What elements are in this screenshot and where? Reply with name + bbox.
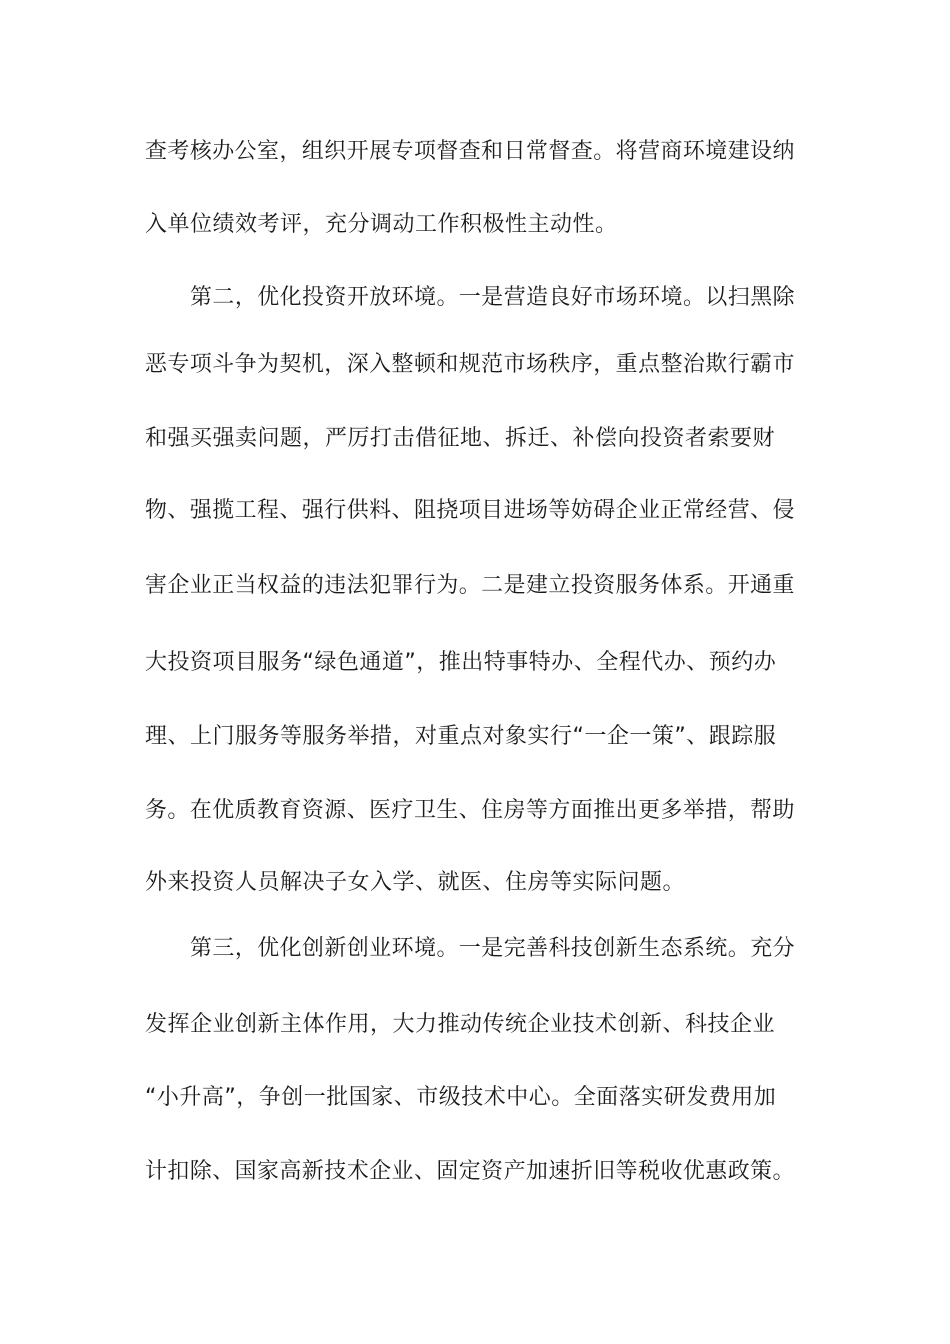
text-line (0, 283, 950, 313)
text-line (0, 571, 950, 601)
text-line (0, 722, 950, 752)
line-text: 大投资项目服务“绿色通道”，推出特事特办、全程代办、预约办 (145, 650, 777, 675)
line-text: 害企业正当权益的违法犯罪行为。二是建立投资服务体系。开通重 (145, 573, 795, 598)
line-text: 务。在优质教育资源、医疗卫生、住房等方面推出更多举措，帮助 (145, 798, 795, 823)
text-line (0, 1010, 950, 1040)
line-text: 第二，优化投资开放环境。一是营造良好市场环境。以扫黑除 (190, 285, 796, 310)
line-text: 理、上门服务等服务举措，对重点对象实行“一企一策”、跟踪服 (145, 724, 777, 749)
text-line (0, 424, 950, 454)
text-line (0, 350, 950, 380)
text-line (0, 648, 950, 678)
text-line (0, 137, 950, 167)
line-text: 外来投资人员解决子女入学、就医、住房等实际问题。 (145, 870, 686, 895)
line-text: 和强买强卖问题，严厉打击借征地、拆迁、补偿向投资者索要财 (145, 426, 776, 451)
line-text: 恶专项斗争为契机，深入整顿和规范市场秩序，重点整治欺行霸市 (145, 352, 795, 377)
text-line (0, 496, 950, 526)
line-text: 查考核办公室，组织开展专项督查和日常督查。将营商环境建设纳 (145, 139, 795, 164)
line-text: 计扣除、国家高新技术企业、固定资产加速折旧等税收优惠政策。 (145, 1159, 795, 1184)
line-text: 发挥企业创新主体作用，大力推动传统企业技术创新、科技企业 (145, 1012, 776, 1037)
text-line (0, 934, 950, 964)
line-text: 物、强揽工程、强行供料、阻挠项目进场等妨碍企业正常经营、侵 (145, 498, 795, 523)
line-text: 入单位绩效考评，充分调动工作积极性主动性。 (145, 212, 618, 237)
text-line (0, 868, 950, 898)
line-text: 第三，优化创新创业环境。一是完善科技创新生态系统。充分 (190, 936, 796, 961)
text-line (0, 1083, 950, 1113)
text-line (0, 210, 950, 240)
text-line (0, 1157, 950, 1187)
line-text: “小升高”，争创一批国家、市级技术中心。全面落实研发费用加 (145, 1085, 777, 1110)
text-line (0, 796, 950, 826)
